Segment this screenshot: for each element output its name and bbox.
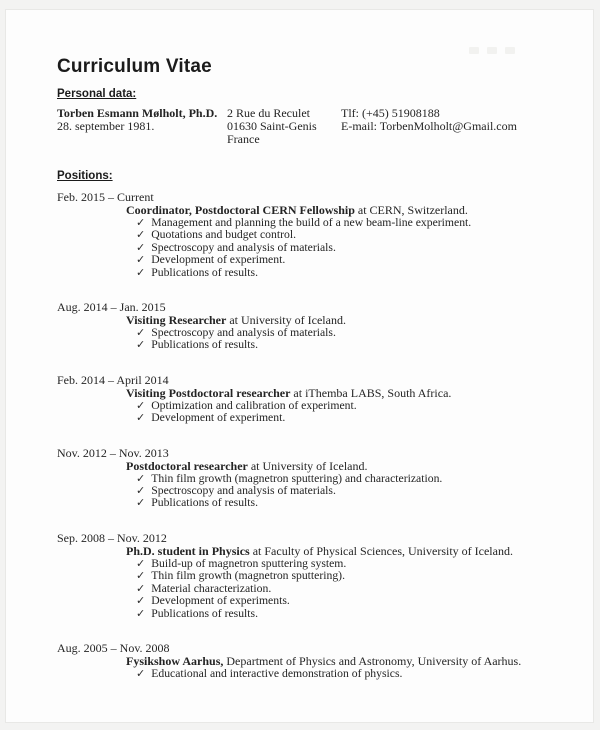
person-name: Torben Esmann Mølholt, Ph.D. xyxy=(57,106,218,120)
checkmark-icon: ✓ xyxy=(136,327,146,340)
bullet-item xyxy=(136,412,565,424)
faint-watermark xyxy=(469,47,515,54)
address-city: 01630 Saint-Genis xyxy=(227,119,317,133)
entry-bullet-list xyxy=(57,558,565,620)
cv-content xyxy=(6,10,593,680)
entry-place: Department of Physics and Astronomy, University of Aarhus. xyxy=(223,653,522,668)
personal-address-column xyxy=(227,107,341,146)
entry-place: at University of Iceland. xyxy=(226,313,346,328)
entry-period: Aug. 2005 – Nov. 2008 xyxy=(57,640,170,655)
entry-bullet-list xyxy=(57,473,565,510)
entry-place: at iThemba LABS, South Africa. xyxy=(290,385,452,400)
checkmark-icon: ✓ xyxy=(136,667,146,680)
person-birth-date: 28. september 1981. xyxy=(57,119,155,133)
position-entry xyxy=(57,532,565,620)
position-entry xyxy=(57,642,565,680)
position-entry xyxy=(57,447,565,510)
bullet-text: Management and planning the build of a new beam-line experiment. xyxy=(151,216,472,229)
bullet-text: Thin film growth (magnetron sputtering) and characterization. xyxy=(151,471,443,485)
bullet-text: Spectroscopy and analysis of materials. xyxy=(151,240,336,254)
position-entry xyxy=(57,191,565,279)
bullet-text: Spectroscopy and analysis of materials. xyxy=(151,484,336,498)
entry-role: Ph.D. student in Physics xyxy=(126,543,250,558)
checkmark-icon: ✓ xyxy=(136,582,146,595)
checkmark-icon: ✓ xyxy=(136,399,146,412)
checkmark-icon: ✓ xyxy=(136,595,146,608)
cv-title: Curriculum Vitae xyxy=(57,56,212,77)
entry-period: Feb. 2015 – Current xyxy=(57,190,154,204)
checkmark-icon: ✓ xyxy=(136,412,146,425)
entry-period: Feb. 2014 – April 2014 xyxy=(57,372,169,387)
personal-data-table xyxy=(57,107,565,146)
checkmark-icon: ✓ xyxy=(136,229,146,242)
faint-mark xyxy=(469,47,479,54)
entry-bullet-list xyxy=(57,327,565,352)
address-street: 2 Rue du Reculet xyxy=(227,106,310,120)
bullet-text: Build-up of magnetron sputtering system. xyxy=(151,556,347,570)
position-entry xyxy=(57,374,565,425)
bullet-text: Thin film growth (magnetron sputtering). xyxy=(151,569,345,583)
bullet-text: Optimization and calibration of experiment. xyxy=(151,398,357,412)
entry-bullet-list xyxy=(57,217,565,279)
personal-contact-column xyxy=(341,107,565,146)
entry-place: at CERN, Switzerland. xyxy=(354,203,468,217)
checkmark-icon: ✓ xyxy=(136,339,146,352)
bullet-text: Publications of results. xyxy=(151,606,259,620)
bullet-item xyxy=(136,229,565,241)
cv-page xyxy=(5,9,594,723)
entry-place: at University of Iceland. xyxy=(247,458,368,473)
entry-role: Coordinator, Postdoctoral CERN Fellowship xyxy=(126,203,355,217)
bullet-item xyxy=(136,497,565,509)
faint-mark xyxy=(487,47,497,54)
position-entry xyxy=(57,301,565,352)
entry-bullet-list xyxy=(57,400,565,425)
checkmark-icon: ✓ xyxy=(136,607,146,620)
bullet-text: Publications of results. xyxy=(151,338,259,352)
bullet-item xyxy=(136,570,565,582)
entry-title xyxy=(57,387,565,400)
personal-data-heading: Personal data: xyxy=(57,88,137,100)
checkmark-icon: ✓ xyxy=(136,266,146,279)
entry-role: Postdoctoral researcher xyxy=(126,458,248,473)
entry-title xyxy=(57,545,565,558)
bullet-text: Material characterization. xyxy=(151,581,272,595)
bullet-text: Publications of results. xyxy=(151,265,259,279)
checkmark-icon: ✓ xyxy=(136,557,146,570)
entry-period: Nov. 2012 – Nov. 2013 xyxy=(57,445,169,460)
address-country: France xyxy=(227,132,260,146)
bullet-text: Development of experiment. xyxy=(151,253,286,267)
entry-role: Visiting Researcher xyxy=(126,313,227,328)
bullet-text: Spectroscopy and analysis of materials. xyxy=(151,326,336,340)
bullet-text: Development of experiment. xyxy=(151,411,286,425)
person-email: E-mail: TorbenMolholt@Gmail.com xyxy=(341,119,517,133)
bullet-item xyxy=(136,254,565,266)
positions-list xyxy=(57,191,565,680)
entry-title xyxy=(57,460,565,473)
faint-mark xyxy=(505,47,515,54)
entry-title xyxy=(57,655,565,668)
entry-bullet-list xyxy=(57,668,565,680)
entry-period: Sep. 2008 – Nov. 2012 xyxy=(57,530,167,545)
bullet-text: Development of experiments. xyxy=(151,594,290,608)
checkmark-icon: ✓ xyxy=(136,254,146,267)
bullet-item xyxy=(136,267,565,279)
entry-role: Visiting Postdoctoral researcher xyxy=(126,385,291,400)
bullet-text: Quotations and budget control. xyxy=(151,228,296,242)
person-phone: Tlf: (+45) 51908188 xyxy=(341,106,440,120)
entry-place: at Faculty of Physical Sciences, University of Iceland. xyxy=(249,543,513,558)
entry-role: Fysikshow Aarhus, xyxy=(126,653,224,668)
checkmark-icon: ✓ xyxy=(136,217,146,229)
checkmark-icon: ✓ xyxy=(136,485,146,498)
positions-heading: Positions: xyxy=(57,170,113,182)
entry-period: Aug. 2014 – Jan. 2015 xyxy=(57,300,166,315)
checkmark-icon: ✓ xyxy=(136,472,146,485)
bullet-item xyxy=(136,339,565,351)
personal-identity-column xyxy=(57,107,227,146)
checkmark-icon: ✓ xyxy=(136,241,146,254)
bullet-item xyxy=(136,608,565,620)
checkmark-icon: ✓ xyxy=(136,497,146,510)
bullet-item xyxy=(136,668,565,680)
checkmark-icon: ✓ xyxy=(136,570,146,583)
bullet-item xyxy=(136,595,565,607)
bullet-text: Publications of results. xyxy=(151,496,259,510)
bullet-text: Educational and interactive demonstration of physics. xyxy=(151,666,403,680)
